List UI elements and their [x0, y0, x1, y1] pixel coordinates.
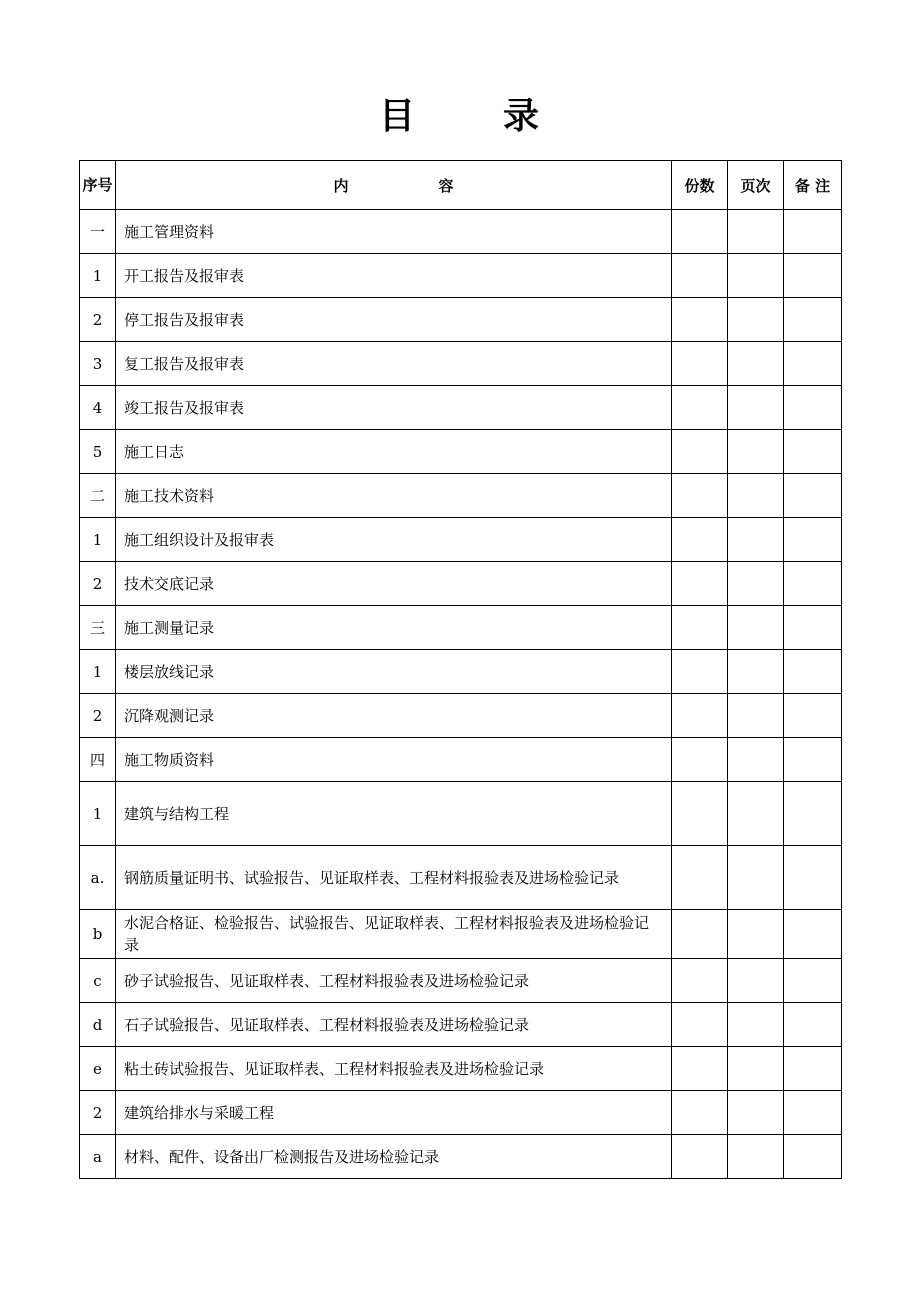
table-row [80, 1135, 842, 1179]
row-pages [728, 694, 784, 738]
table-row [80, 959, 842, 1003]
page-title [0, 88, 920, 139]
row-seq: b [80, 910, 116, 959]
row-pages [728, 342, 784, 386]
table-row [80, 1003, 842, 1047]
section-row [80, 210, 842, 254]
row-copies [672, 474, 728, 518]
title-right-char: 录 [503, 96, 542, 137]
row-copies [672, 1091, 728, 1135]
row-copies [672, 254, 728, 298]
table-row [80, 298, 842, 342]
row-pages [728, 562, 784, 606]
row-content: 停工报告及报审表 [116, 298, 672, 342]
row-seq: 二 [80, 474, 116, 518]
row-pages [728, 1135, 784, 1179]
row-seq: 一 [80, 210, 116, 254]
row-copies [672, 782, 728, 846]
row-copies [672, 694, 728, 738]
row-remarks [784, 738, 842, 782]
toc-table [79, 160, 842, 1179]
row-copies [672, 298, 728, 342]
row-remarks [784, 959, 842, 1003]
row-content: 楼层放线记录 [116, 650, 672, 694]
table-row [80, 1091, 842, 1135]
row-copies [672, 342, 728, 386]
row-content: 水泥合格证、检验报告、试验报告、见证取样表、工程材料报验表及进场检验记录 [116, 910, 672, 959]
header-seq: 序号 [80, 161, 116, 210]
row-content: 施工组织设计及报审表 [116, 518, 672, 562]
row-remarks [784, 1091, 842, 1135]
row-pages [728, 518, 784, 562]
row-pages [728, 846, 784, 910]
row-remarks [784, 1135, 842, 1179]
row-copies [672, 1003, 728, 1047]
row-copies [672, 518, 728, 562]
row-pages [728, 1091, 784, 1135]
row-content: 竣工报告及报审表 [116, 386, 672, 430]
row-copies [672, 1047, 728, 1091]
row-pages [728, 254, 784, 298]
table-row [80, 650, 842, 694]
row-copies [672, 846, 728, 910]
row-content: 粘土砖试验报告、见证取样表、工程材料报验表及进场检验记录 [116, 1047, 672, 1091]
table-row [80, 342, 842, 386]
section-row [80, 738, 842, 782]
row-remarks [784, 910, 842, 959]
row-remarks [784, 694, 842, 738]
header-content [116, 161, 672, 210]
section-row [80, 606, 842, 650]
row-copies [672, 959, 728, 1003]
table-row [80, 430, 842, 474]
row-remarks [784, 210, 842, 254]
section-title: 施工测量记录 [116, 606, 672, 650]
section-row [80, 474, 842, 518]
row-pages [728, 474, 784, 518]
header-copies: 份数 [672, 161, 728, 210]
row-pages [728, 959, 784, 1003]
section-title: 施工管理资料 [116, 210, 672, 254]
row-pages [728, 606, 784, 650]
row-content: 复工报告及报审表 [116, 342, 672, 386]
table-row [80, 254, 842, 298]
table-row [80, 386, 842, 430]
table-row [80, 846, 842, 910]
row-remarks [784, 254, 842, 298]
table-row [80, 782, 842, 846]
row-seq: 四 [80, 738, 116, 782]
row-pages [728, 738, 784, 782]
section-title: 施工技术资料 [116, 474, 672, 518]
toc-body [80, 210, 842, 1179]
table-row [80, 910, 842, 959]
row-seq: 三 [80, 606, 116, 650]
row-pages [728, 650, 784, 694]
row-copies [672, 910, 728, 959]
row-content: 材料、配件、设备出厂检测报告及进场检验记录 [116, 1135, 672, 1179]
row-seq: 2 [80, 562, 116, 606]
row-seq: c [80, 959, 116, 1003]
row-copies [672, 430, 728, 474]
table-row [80, 518, 842, 562]
row-remarks [784, 1003, 842, 1047]
row-copies [672, 650, 728, 694]
row-seq: 2 [80, 694, 116, 738]
row-copies [672, 210, 728, 254]
row-copies [672, 562, 728, 606]
row-seq: a. [80, 846, 116, 910]
row-content: 建筑与结构工程 [116, 782, 672, 846]
row-content: 钢筋质量证明书、试验报告、见证取样表、工程材料报验表及进场检验记录 [116, 846, 672, 910]
row-copies [672, 386, 728, 430]
table-row [80, 694, 842, 738]
row-seq: 2 [80, 1091, 116, 1135]
row-seq: d [80, 1003, 116, 1047]
table-row [80, 562, 842, 606]
row-remarks [784, 650, 842, 694]
row-pages [728, 910, 784, 959]
row-seq: 1 [80, 254, 116, 298]
row-pages [728, 386, 784, 430]
row-seq: 5 [80, 430, 116, 474]
row-seq: a [80, 1135, 116, 1179]
row-remarks [784, 562, 842, 606]
row-remarks [784, 430, 842, 474]
section-title: 施工物质资料 [116, 738, 672, 782]
row-content: 开工报告及报审表 [116, 254, 672, 298]
header-remarks: 备 注 [784, 161, 842, 210]
row-content: 技术交底记录 [116, 562, 672, 606]
row-remarks [784, 386, 842, 430]
row-remarks [784, 298, 842, 342]
header-row [80, 161, 842, 210]
row-remarks [784, 342, 842, 386]
row-seq: 2 [80, 298, 116, 342]
row-pages [728, 298, 784, 342]
row-pages [728, 210, 784, 254]
row-content: 施工日志 [116, 430, 672, 474]
header-content-left: 内 [333, 176, 349, 195]
header-pages: 页次 [728, 161, 784, 210]
title-left-char: 目 [378, 96, 417, 137]
row-content: 砂子试验报告、见证取样表、工程材料报验表及进场检验记录 [116, 959, 672, 1003]
row-remarks [784, 474, 842, 518]
row-copies [672, 606, 728, 650]
row-copies [672, 738, 728, 782]
row-seq: 1 [80, 518, 116, 562]
row-content: 建筑给排水与采暖工程 [116, 1091, 672, 1135]
row-pages [728, 782, 784, 846]
row-remarks [784, 782, 842, 846]
row-seq: e [80, 1047, 116, 1091]
row-pages [728, 1047, 784, 1091]
row-remarks [784, 1047, 842, 1091]
row-remarks [784, 846, 842, 910]
row-content: 沉降观测记录 [116, 694, 672, 738]
row-seq: 1 [80, 650, 116, 694]
row-content: 石子试验报告、见证取样表、工程材料报验表及进场检验记录 [116, 1003, 672, 1047]
header-content-right: 容 [438, 176, 454, 195]
row-seq: 1 [80, 782, 116, 846]
row-seq: 4 [80, 386, 116, 430]
row-remarks [784, 518, 842, 562]
row-remarks [784, 606, 842, 650]
table-row [80, 1047, 842, 1091]
row-pages [728, 430, 784, 474]
row-pages [728, 1003, 784, 1047]
row-seq: 3 [80, 342, 116, 386]
row-copies [672, 1135, 728, 1179]
